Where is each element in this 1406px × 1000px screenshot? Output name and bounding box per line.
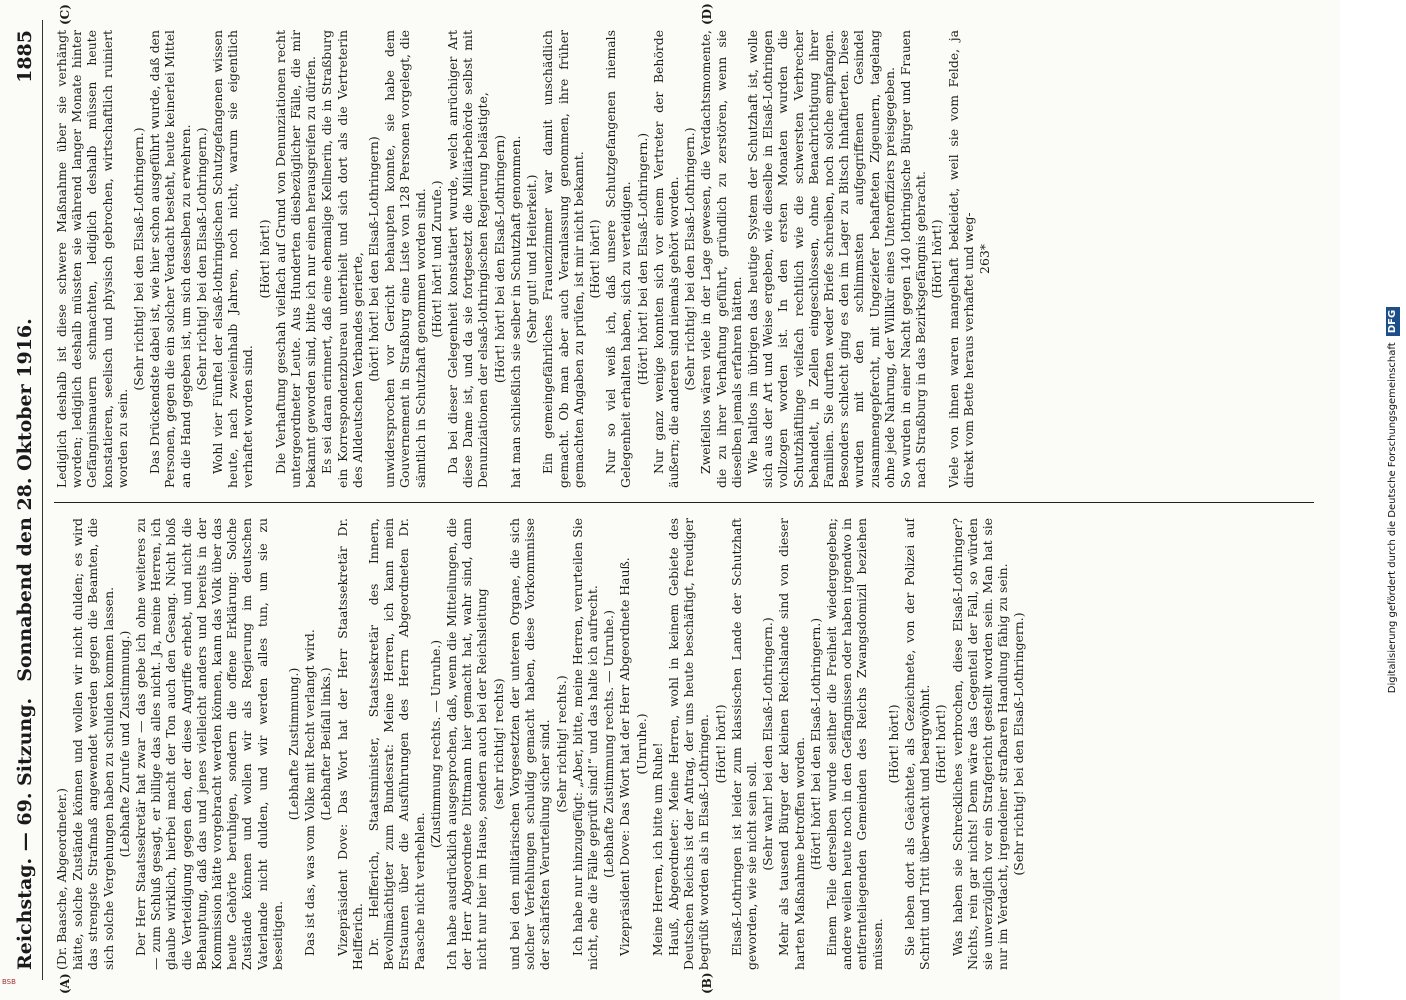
paragraph: Zweifellos wären viele in der Lage gewesen, die Verdachtsmomente, die zu ihrer Verhaftung geführt, gründlich zu zerstören, wenn sie dieselben jemals erfahren hätten. xyxy=(698,30,744,488)
paragraph: Da bei dieser Gelegenheit konstatiert wurde, welch anrüchiger Art diese Dame ist, und da sie fortgesetzt die Militärbehörde selbst mit Denunziationen der elsaß-lothringischen Regierung belästigte, xyxy=(445,30,491,488)
paragraph: (Sehr richtig! bei den Elsaß-Lothringern.) xyxy=(193,127,209,391)
paragraph: (Sehr richtig! bei den Elsaß-Lothringern.) xyxy=(131,127,147,391)
paragraph: (Hört! hört!) xyxy=(885,704,901,784)
paragraph: (Hört! hört!) xyxy=(933,704,949,784)
dfg-sidebar xyxy=(1382,10,1404,990)
paragraph: Ich habe ausdrücklich ausgesprochen, daß, wenn die Mitteilungen, die der Herr Abgeordnete Dittmann hier gemacht hat, wahr sind, dann nicht nur hier im Hause, sondern auch bei der Reichsleitung xyxy=(444,518,490,970)
margin-marker-a: (A) xyxy=(58,973,72,994)
margin-marker-b: (B) xyxy=(700,972,714,994)
paragraph: (Hört! hört! bei den Elsaß-Lothringern.) xyxy=(807,617,823,871)
paragraph: (Sehr richtig! rechts.) xyxy=(553,675,569,813)
paragraph: (Hört! hört! und Zurufe.) xyxy=(428,180,444,338)
margin-marker-d: (D) xyxy=(700,3,714,25)
paragraph: Vizepräsident Dove: Das Wort hat der Herr Staatssekretär Dr. Helfferich. xyxy=(334,518,365,970)
paragraph: Es sei daran erinnert, daß eine ehemalige Kellnerin, die in Straßburg ein Korrespondenzbureau unterhielt und sich dort als die Vertreterin des Alldeutschen Verbandes gerierte, xyxy=(319,30,365,488)
digitization-credit: Digitalisierung gefördert durch die Deutsche Forschungsgemeinschaft xyxy=(1387,342,1398,694)
paragraph: Sie leben dort als Geächtete, als Gezeichnete, von der Polizei auf Schritt und Tritt überwacht und beargwöhnt. xyxy=(901,518,933,970)
paragraph: Ein gemeingefährliches Frauenzimmer war damit unschädlich gemacht. Ob man aber auch Veranlassung genommen, ihre früher gemachten Angaben zu prüfen, ist mir nicht bekannt. xyxy=(540,30,586,488)
paragraph: Das ist das, was vom Volke mit Recht verlangt wird. xyxy=(302,629,318,956)
paragraph: hätte, solche Zustände können und wollen wir nicht dulden; es wird das strengste Strafmaß angewendet werden gegen die Beamten, die sich solche Vergehungen haben zu schulden kommen lassen. xyxy=(70,518,116,970)
paragraph: Meine Herren, ich bitte um Ruhe! xyxy=(649,742,665,956)
paragraph: Das Drückendste dabei ist, wie hier schon ausgeführt wurde, daß den Personen, gegen die ein solcher Verdacht besteht, heute keinerlei Mittel an die Hand gegeben ist, um sich desselben zu erwehren. xyxy=(147,30,193,488)
paragraph: Nur ganz wenige konnten sich vor einem Vertreter der Behörde äußern; die anderen sind niemals gehört worden. xyxy=(650,30,681,488)
paragraph: (Sehr richtig! bei den Elsaß-Lothringern.) xyxy=(1011,612,1027,876)
header-session: Reichstag. — 69. Sitzung. xyxy=(14,697,36,970)
paragraph: hat man schließlich sie selber in Schutzhaft genommen. xyxy=(507,135,523,488)
paragraph: unwidersprochen vor Gericht behaupten konnte, sie habe dem Gouvernement in Straßburg eine Liste von 128 Personen vorgelegt, die sämtlich in Schutzhaft genommen worden sind. xyxy=(382,30,428,488)
paragraph: (Unruhe.) xyxy=(633,713,649,775)
header-page-number: 1885 xyxy=(14,30,36,83)
paragraph: Vizepräsident Dove: Das Wort hat der Herr Abgeordnete Hauß. xyxy=(617,557,633,956)
left-text-column xyxy=(54,518,1320,970)
paragraph: Ich habe nur hinzugefügt: „Aber, bitte, meine Herren, verurteilen Sie nicht, ehe die Fälle geprüft sind!“ und das halte ich aufrecht. xyxy=(569,518,600,970)
paragraph: (hört! hört! bei den Elsaß-Lothringern) xyxy=(366,136,382,382)
paragraph: und bei den militärischen Vorgesetzten der unteren Organe, die sich solcher Verfehlungen schuldig gemacht haben, diese Vorkommnisse der schärfsten Verurteilung sicher sind. xyxy=(506,518,553,970)
paragraph: Dr. Helfferich, Staatsminister, Staatssekretär des Innern, Bevollmächtigter zum Bundesrat: Meine Herren, ich kann mein Erstaunen über die Ausführungen des Herrn Abgeordneten Dr. Paasche nicht verhehlen. xyxy=(366,518,427,970)
paragraph: (Hört! hört! bei den Elsaß-Lothringern) xyxy=(491,134,507,384)
paragraph: (Sehr wahr! bei den Elsaß-Lothringern.) xyxy=(760,617,776,871)
paragraph: (Dr. Baasche, Abgeordneter.) xyxy=(54,788,69,970)
paragraph: (Hört! hört!) xyxy=(929,219,945,299)
paragraph: (Hört! hört!) xyxy=(256,219,272,299)
column-divider xyxy=(54,502,1314,503)
bsb-mark: BSB xyxy=(2,978,16,986)
paragraph: (Sehr gut! und Heiterkeit.) xyxy=(524,174,540,344)
paragraph: Lediglich deshalb ist diese schwere Maßnahme über sie verhängt worden; lediglich deshalb müssten sie während langer Monate hinter Gefängnismauern schmachten, lediglich deshalb müssen heute konstatieren, seelisch und physisch gebrochen, wirtschaftlich ruiniert worden zu sein. xyxy=(54,30,130,488)
paragraph: Viele von ihnen waren mangelhaft bekleidet, weil sie vom Felde, ja direkt vom Bette heraus verhaftet und weg- xyxy=(945,30,976,488)
paragraph: (Lebhafte Zustimmung.) xyxy=(286,667,302,821)
right-text-column xyxy=(54,30,1320,488)
page-header xyxy=(14,20,43,980)
paragraph: (Zustimmung rechts. — Unruhe.) xyxy=(427,639,443,849)
paragraph: Der Herr Staatssekretär hat zwar — das gebe ich ohne weiteres zu — zum Schluß gesagt, er billige das alles nicht. Ja, meine Herren, ich glaube wirklich, hierbei macht der Ton auch den Gesang. Nicht bloß die Verteidigung gegen den, der diese Angriffe erhebt, und nicht die Behauptung, daß das und jenes vielleicht anders und bereits in der Kommission hätte vorgebracht werden können, kann das Volk über das heute Gehörte beruhigen, sondern die offene Erklärung: Solche Zustände können und wollen wir als Regierung im deutschen Vaterlande nicht dulden, und wir werden alles tun, um sie zu beseitigen. xyxy=(133,518,285,970)
header-date: Sonnabend den 28. Oktober 1916. xyxy=(14,318,36,682)
paragraph: Wie haltlos im übrigen das heutige System der Schutzhaft ist, wolle sich aus der Art und Weise ergeben, wie dieselbe in Elsaß-Lothringen vollzogen worden ist. In den ersten Monaten wurden die Schutzhäftlinge vielfach rechtlich wie die schwersten Verbrecher behandelt, in Zellen eingeschlossen, ohne Benachrichtigung ihrer Familien. Sie durften weder Briefe schreiben, noch solche empfangen. Besonders schlecht ging es den im Lager zu Bitsch Inhaftierten. Diese wurden mit den schlimmsten aufgegriffenen Gesindel zusammengepfercht, mit Ungeziefer behafteten Zigeunern, tagelang ohne jede Nahrung, der Willkür eines Unteroffiziers preisgegeben. xyxy=(744,30,897,488)
paragraph: (Lebhafter Beifall links.) xyxy=(318,667,334,821)
paragraph: (Lebhafte Zurufe und Zustimmung.) xyxy=(116,630,132,858)
paragraph: Elsaß-Lothringen ist leider zum klassischen Lande der Schutzhaft geworden, wie sie nicht sein soll. xyxy=(728,518,759,970)
paragraph: Was haben sie Schreckliches verbrochen, diese Elsaß-Lothringer? Nichts, rein gar nichts! Denn wäre das Gegenteil der Fall, so würden sie unverzüglich vor ein Strafgericht gestellt worden sein. Man hat sie nur im Verdacht, irgendeiner strafbaren Handlung fähig zu sein. xyxy=(949,518,1011,970)
paragraph: (Sehr richtig! bei den Elsaß-Lothringern.) xyxy=(682,127,698,391)
paragraph: (Lebhafte Zustimmung rechts. — Unruhe.) xyxy=(601,610,617,878)
paragraph: 263* xyxy=(976,244,992,274)
paragraph: (Hört! hört!) xyxy=(586,219,602,299)
paragraph: Mehr als tausend Bürger der kleinen Reichslande sind von dieser harten Maßnahme betroffen worden. xyxy=(776,518,807,970)
paragraph: Nur so viel weiß ich, daß unsere Schutzgefangenen niemals Gelegenheit erhalten haben, sich zu verteidigen. xyxy=(603,30,634,488)
paragraph: (Hört! hört!) xyxy=(712,704,728,784)
dfg-logo: DFG xyxy=(1386,307,1400,336)
paragraph: (Hört! hört! bei den Elsaß-Lothringern.) xyxy=(634,132,650,386)
paragraph: Einem Teile derselben wurde seither die Freiheit wiedergegeben; andere weilen heute noch in den Gefängnissen oder haben irgendwo in entfernteliegenden Gemeinden des Reichs Zwangsdomizil beziehen müssen. xyxy=(823,518,885,970)
margin-marker-c: (C) xyxy=(58,4,72,25)
paragraph: So wurden in einer Nacht gegen 140 lothringische Bürger und Frauen nach Straßburg in das Bezirksgefängnis gebracht. xyxy=(897,30,929,488)
paragraph: Hauß, Abgeordneter: Meine Herren, wohl in keinem Gebiete des Deutschen Reichs ist der Antrag, der uns heute beschäftigt, freudiger begrüßt worden als in Elsaß-Lothringen. xyxy=(665,518,712,970)
paragraph: Wohl vier Fünftel der elsaß-lothringischen Schutzgefangenen wissen heute, nach zweieinhalb Jahren, noch nicht, warum sie eigentlich verhaftet worden sind. xyxy=(210,30,256,488)
paragraph: Die Verhaftung geschah vielfach auf Grund von Denunziationen recht untergeordneter Leute. Aus Hunderten diesbezüglicher Fälle, die mir bekannt geworden sind, bitte ich nur einen herausgreifen zu dürfen. xyxy=(272,30,319,488)
paragraph: (sehr richtig! rechts) xyxy=(490,678,506,810)
